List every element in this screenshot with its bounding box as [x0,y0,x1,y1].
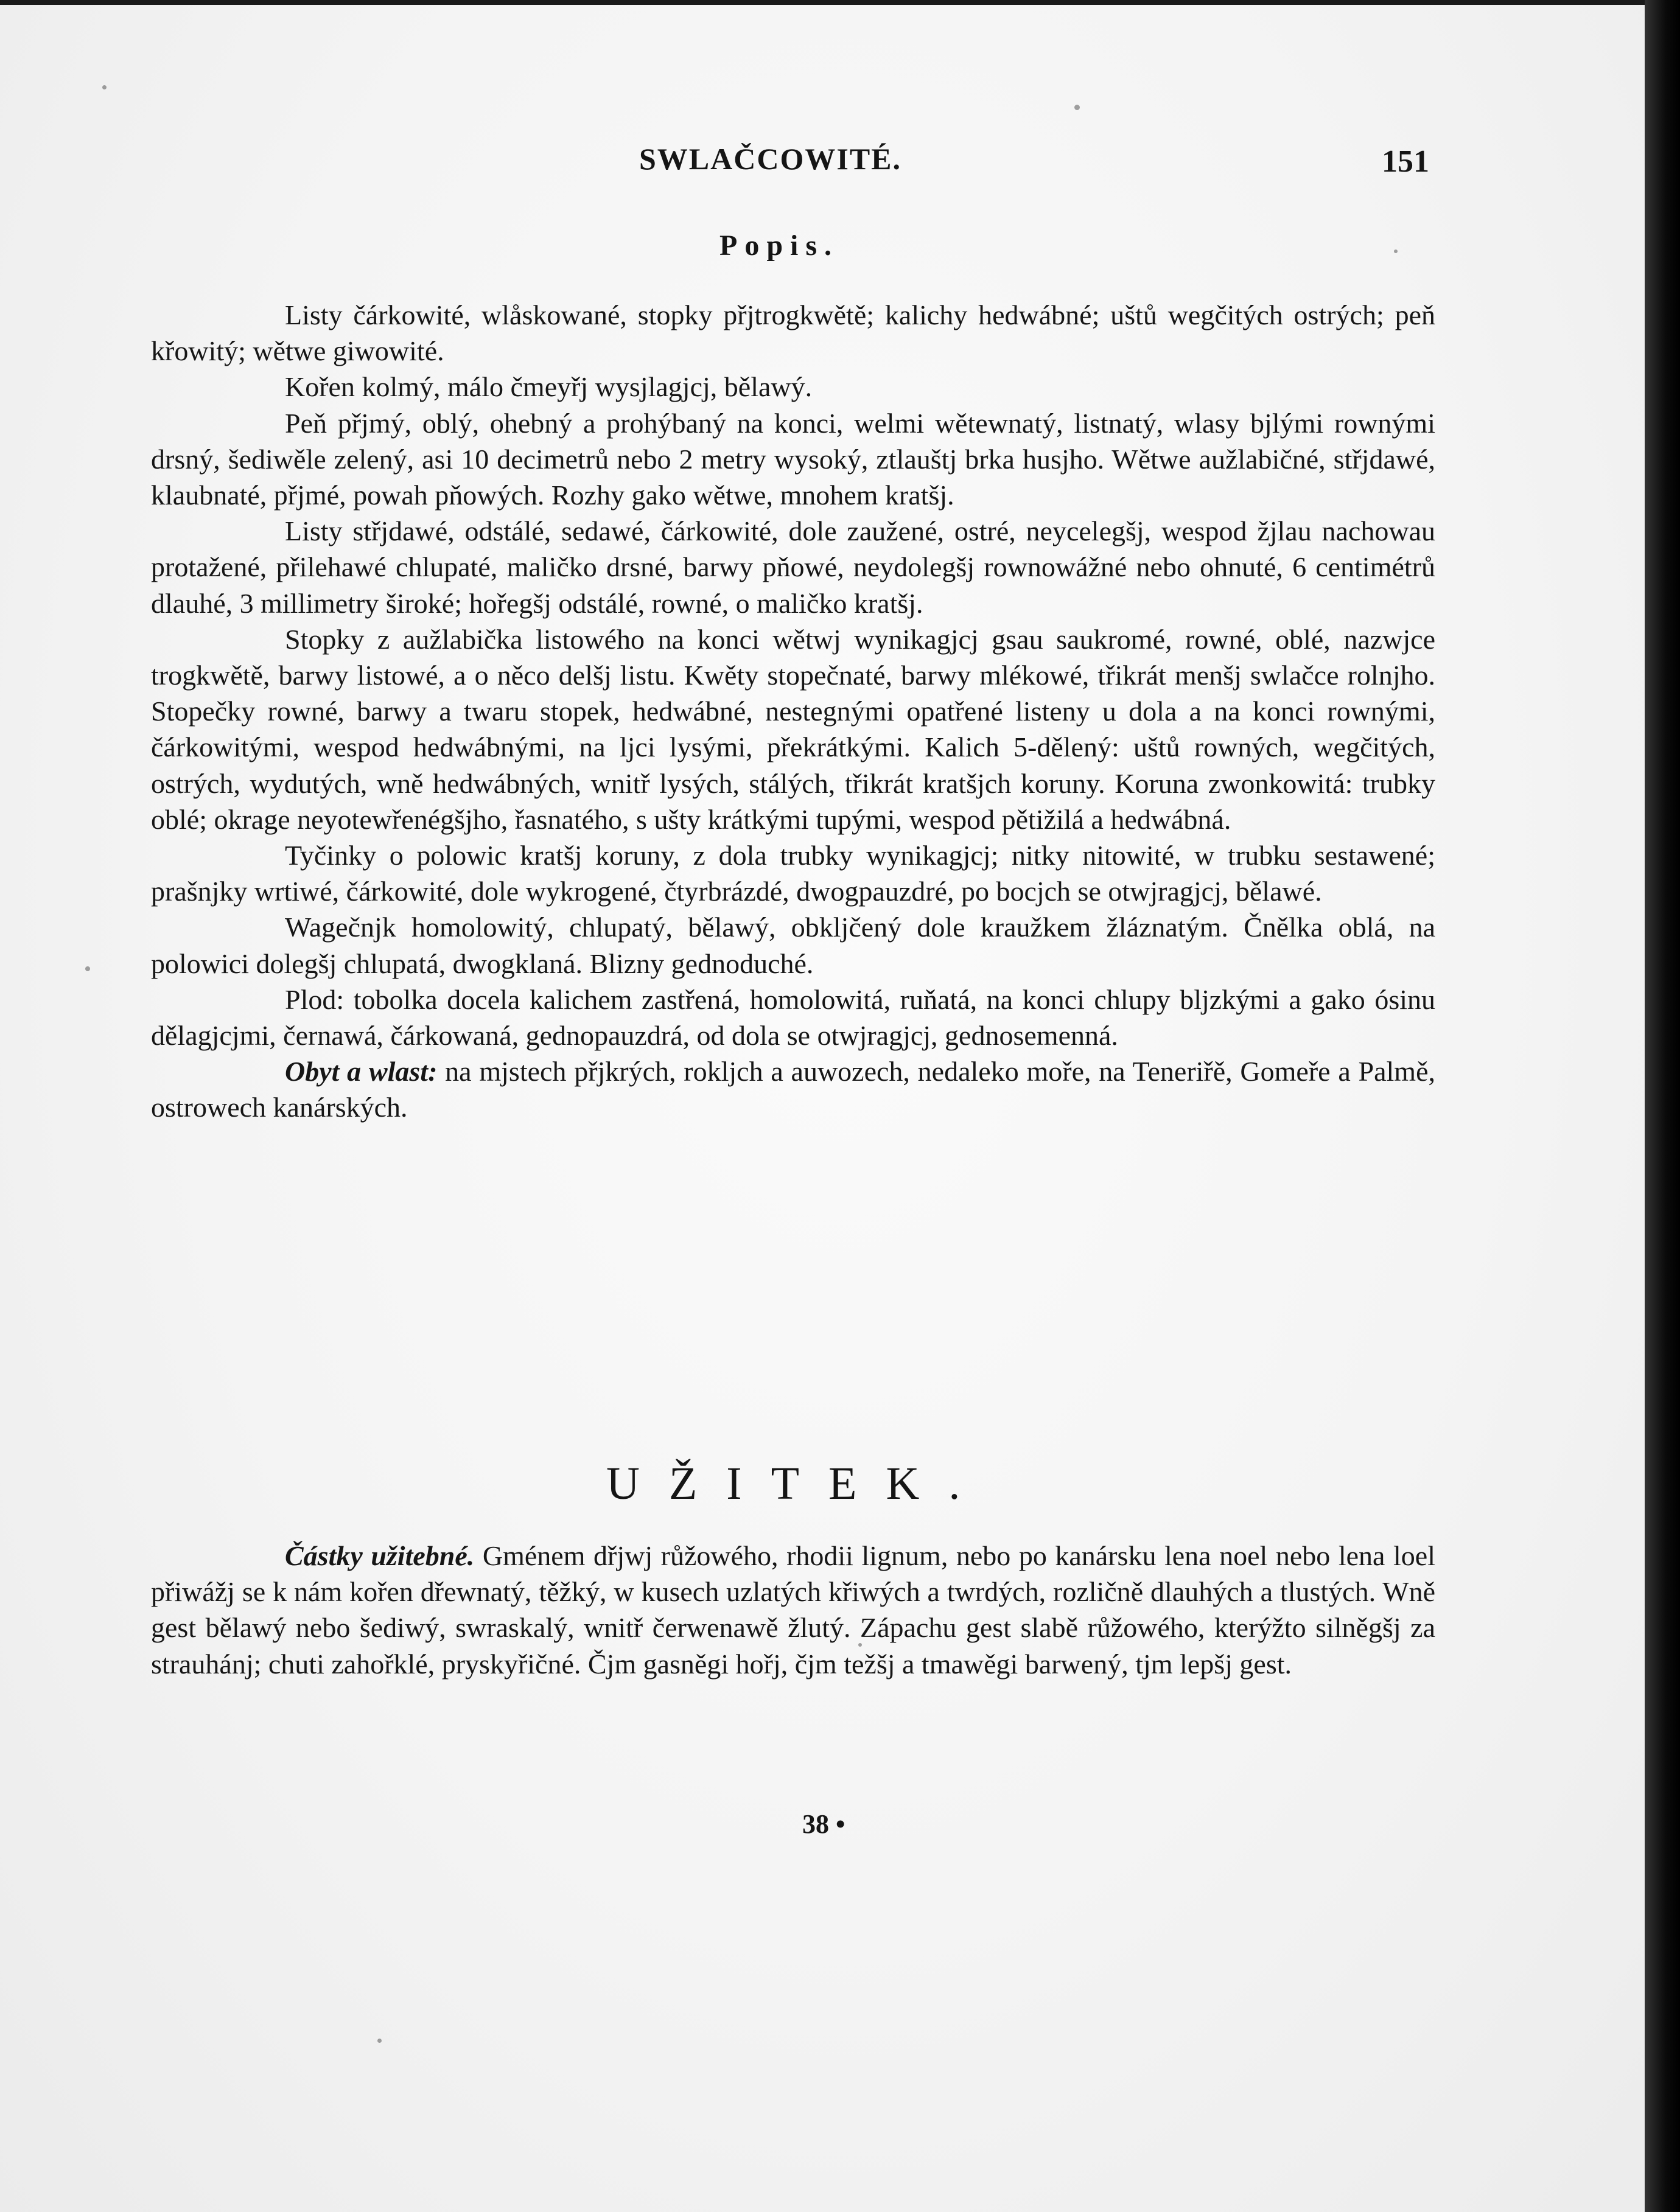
paper-speck [102,85,107,89]
uzitek-label: Částky užitebné. [285,1540,475,1571]
habitat-text: na mjstech přjkrých, rokljch a auwozech, nedaleko moře, na Teneriřě, Gomeře a Palmě, ostrowech kanárských. [151,1056,1435,1123]
uzitek-title: UŽITEK. [606,1458,990,1509]
section-title: Popis. [719,229,839,262]
scan-top-edge [0,0,1680,5]
paragraph: Tyčinky o polowic kratšj koruny, z dola trubky wynikagjcj; nitky nitowité, w trubku sestawené; prašnjky wrtiwé, čárkowité, dole wykrogené, čtyrbrázdé, dwogpauzdré, po bocjch se otwjragjcj, bělawé. [151,840,1435,907]
habitat-paragraph [151,1053,1435,1125]
habitat-label: Obyt a wlast: [285,1056,438,1087]
paper-speck [377,2039,382,2043]
scan-right-edge [1645,0,1680,2212]
page-number: 151 [1382,144,1429,179]
paragraph: Listy čárkowité, wlåskowané, stopky přjtrogkwětě; kalichy hedwábné; uštů wegčitých ostrých; peň křowitý; wětwe giwowité. [151,299,1435,367]
uzitek-text [151,1538,1435,1682]
uzitek-body: Gménem dřjwj růžowého, rhodii lignum, nebo po kanársku lena noel nebo lena loel přiwážj se k nám kořen dřewnatý, těžký, w kusech uzlatých křiwých a twrdých, rozličně dlauhých a tlustých. Wně gest bělawý nebo šediwý, swraskalý, wnitř čerwenawě žlutý. Zápachu gest slabě růžowého, kterýžto silněgšj za strauhánj; chuti zahořklé, pryskyřičné. Čjm gasněgi hořj, čjm težšj a tmawěgi barwený, tjm lepšj gest. [151,1540,1435,1680]
paragraph: Kořen kolmý, málo čmeyřj wysjlagjcj, bělawý. [285,371,813,403]
paragraph: Plod: tobolka docela kalichem zastřená, homolowitá, ruňatá, na konci chlupy bljzkými a gako ósinu dělagjcjmi, černawá, čárkowaná, gednopauzdrá, od dola se otwjragjcj, gednosemenná. [151,983,1435,1052]
description-text [151,297,1435,1126]
paragraph: Wagečnjk homolowitý, chlupatý, bělawý, obkljčený dole kraužkem žláznatým. Čnělka oblá, na polowici dolegšj chlupatá, dwogklaná. Blizny gednoduché. [151,912,1435,979]
running-head: SWLAČCOWITÉ. [639,142,902,176]
signature-mark: 38 • [802,1809,845,1839]
paper-speck [85,966,90,971]
paragraph: Stopky z aužlabička listowého na konci wětwj wynikagjcj gsau saukromé, rowné, oblé, nazwjce trogkwětě, barwy listowé, a o něco delšj listu. Kwěty stopečnaté, barwy mlékowé, třikrát menšj swlačce rolnjho. Stopečky rowné, barwy a twaru stopek, hedwábné, nestegnými opatřené listeny u dola a na konci rownými, čárkowitými, wespod hedwábnými, na ljci lysými, překrátkými. Kalich 5-dělený: uštů rowných, wegčitých, ostrých, wydutých, wně hedwábných, wnitř lysých, stálých, třikrát kratšjch koruny. Koruna zwonkowitá: trubky oblé; okrage neyotewřenégšjho, řasnatého, s ušty krátkými tupými, wespod pětižilá a hedwábná. [151,623,1435,835]
paper-speck [1394,249,1398,253]
paragraph: Listy střjdawé, odstálé, sedawé, čárkowité, dole zaužené, ostré, neycelegšj, wespod žjlau nachowau protažené, přilehawé chlupaté, maličko drsné, barwy pňowé, neydolegšj rownowážné nebo ohnuté, 6 centimétrů dlauhé, 3 millimetry široké; hořegšj odstálé, rowné, o maličko kratšj. [151,515,1435,619]
paragraph: Peň přjmý, oblý, ohebný a prohýbaný na konci, welmi wětewnatý, listnatý, wlasy bjlými rownými drsný, šediwěle zelený, asi 10 decimetrů nebo 2 metry wysoký, ztlauštj brka husjho. Wětwe aužlabičné, střjdawé, klaubnaté, přjmé, powah pňowých. Rozhy gako wětwe, mnohem kratšj. [151,407,1435,511]
paper-speck [1074,105,1080,110]
uzitek-paragraph [151,1538,1435,1682]
